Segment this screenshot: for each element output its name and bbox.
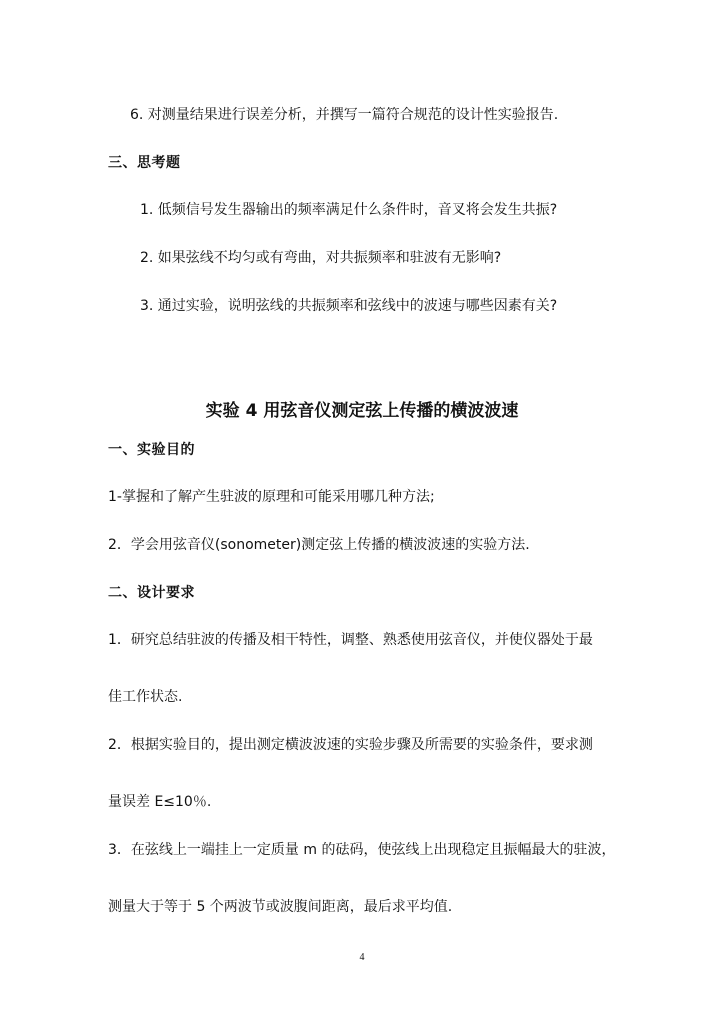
requirement-3-line-1: 3．在弦线上一端挂上一定质量 m 的砝码，使弦线上出现稳定且振幅最大的驻波，: [108, 842, 616, 858]
requirement-2-line-1: 2．根据实验目的，提出测定横波波速的实验步骤及所需要的实验条件，要求测: [108, 737, 593, 753]
question-item-2: 2. 如果弦线不均匀或有弯曲，对共振频率和驻波有无影响?: [140, 250, 502, 266]
purpose-item-2: 2．学会用弦音仪(sonometer)测定弦上传播的横波波速的实验方法.: [108, 537, 530, 553]
requirement-3-line-2: 测量大于等于 5 个两波节或波腹间距离，最后求平均值.: [108, 899, 453, 915]
purpose-heading: 一、实验目的: [108, 442, 195, 458]
requirements-heading: 二、设计要求: [108, 585, 195, 601]
requirement-2-line-2: 量误差 E≤10％.: [108, 794, 212, 810]
requirement-1-line-2: 佳工作状态.: [108, 689, 183, 705]
question-item-3: 3. 通过实验，说明弦线的共振频率和弦线中的波速与哪些因素有关?: [140, 298, 558, 314]
question-item-1: 1. 低频信号发生器输出的频率满足什么条件时，音叉将会发生共振?: [140, 202, 558, 218]
prev-item-6: 6. 对测量结果进行误差分析，并撰写一篇符合规范的设计性实验报告.: [130, 107, 559, 123]
requirement-1-line-1: 1．研究总结驻波的传播及相干特性，调整、熟悉使用弦音仪，并使仪器处于最: [108, 632, 593, 648]
page-number: 4: [359, 952, 365, 963]
experiment-title: 实验 4 用弦音仪测定弦上传播的横波波速: [205, 401, 519, 421]
questions-heading: 三、思考题: [108, 155, 181, 171]
purpose-item-1: 1-掌握和了解产生驻波的原理和可能采用哪几种方法;: [108, 489, 435, 505]
